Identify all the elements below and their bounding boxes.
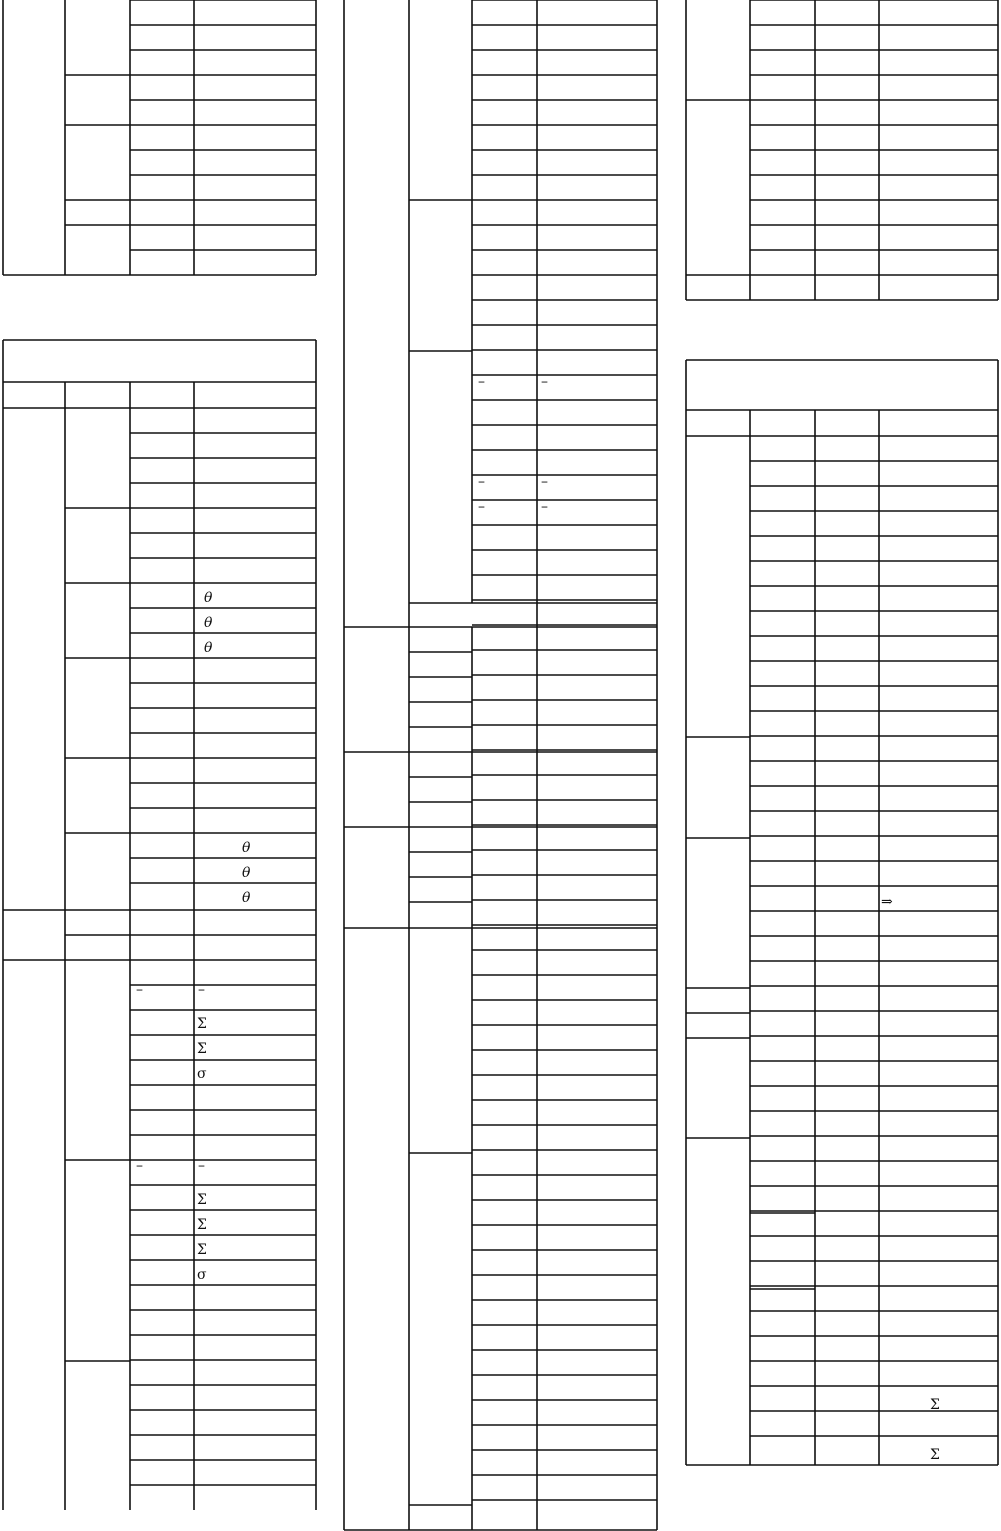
sigma-lower-symbol: σ <box>197 1267 207 1283</box>
sigma-upper-symbol: Σ <box>197 1041 207 1057</box>
sigma-upper-symbol: Σ <box>197 1016 207 1032</box>
sigma-upper-symbol: Σ <box>930 1397 940 1413</box>
sigma-upper-symbol: Σ <box>197 1192 207 1208</box>
bar-symbol: – <box>478 499 485 515</box>
sigma-upper-symbol: Σ <box>197 1242 207 1258</box>
theta-symbol: θ <box>242 890 251 906</box>
sigma-upper-symbol: Σ <box>930 1447 940 1463</box>
theta-symbol: θ <box>204 615 213 631</box>
theta-symbol: θ <box>242 840 251 856</box>
sigma-lower-symbol: σ <box>197 1066 207 1082</box>
bar-symbol: – <box>198 1158 205 1174</box>
theta-symbol: θ <box>204 640 213 656</box>
theta-symbol: θ <box>204 590 213 606</box>
table-rules <box>3 0 998 1530</box>
bar-symbol: – <box>478 374 485 390</box>
bar-symbol: – <box>541 499 548 515</box>
implies-symbol: ⇒ <box>881 894 893 910</box>
bar-symbol: – <box>541 474 548 490</box>
bar-symbol: – <box>136 982 143 998</box>
bar-symbol: – <box>541 374 548 390</box>
sigma-upper-symbol: Σ <box>197 1217 207 1233</box>
theta-symbol: θ <box>242 865 251 881</box>
bar-symbol: – <box>198 982 205 998</box>
bar-symbol: – <box>136 1158 143 1174</box>
bar-symbol: – <box>478 474 485 490</box>
